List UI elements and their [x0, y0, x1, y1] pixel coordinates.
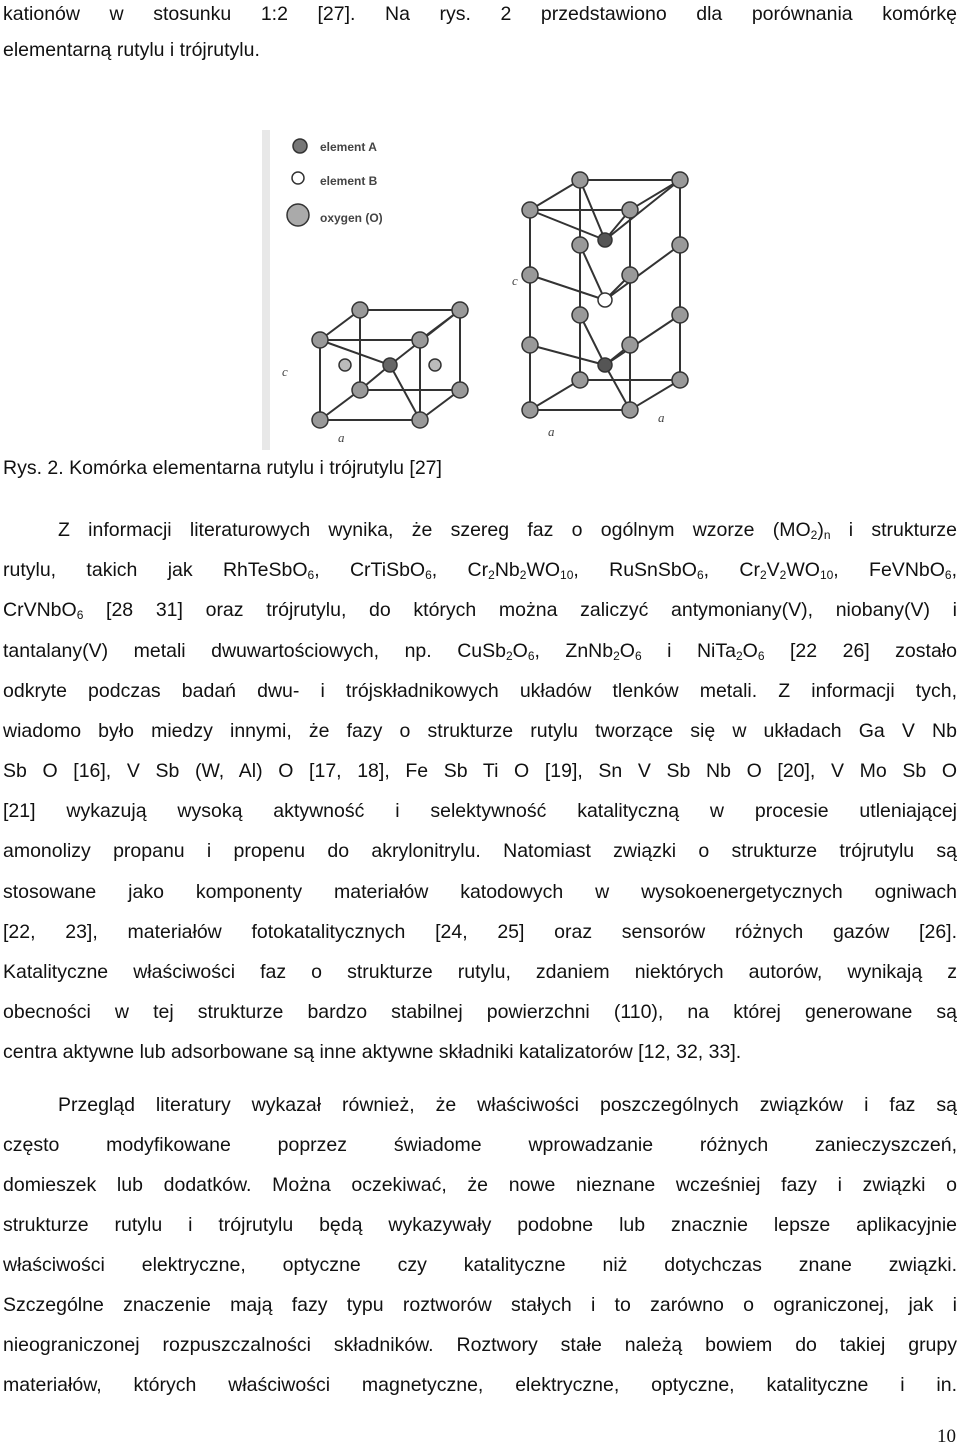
figure-caption: Rys. 2. Komórka elementarna rutylu i trójrutylu [27] — [3, 457, 442, 479]
rutile-axis-a: a — [338, 430, 345, 445]
text-line: Z informacji literaturowych wynika, że szereg faz o ogólnym wzorze $(MO_2)_n$ i strukturze — [58, 519, 957, 542]
formula-line: rutylu, takich jak RhTeSbO$_6$, CrTiSbO$_6$, $Cr_2Nb_2WO_{10}$, RuSnSbO$_6$, $Cr_2V_2WO_{10}$, FeVNbO$_6$, — [3, 559, 958, 582]
text-line: Sb O [16], V Sb (W, Al) O [17, 18], Fe Sb Ti O [19], Sn V Sb Nb O [20], V Mo Sb O — [3, 760, 957, 782]
text-line: często modyfikowane poprzez świadome wprowadzanie różnych zanieczyszczeń, — [3, 1134, 957, 1156]
text-line: właściwości elektryczne, optyczne czy katalityczne niż dotychczas znane związki. — [3, 1254, 957, 1276]
trirutile-axis-a: a — [548, 424, 555, 439]
text-line: Przegląd literatury wykazał również, że właściwości poszczególnych związków i faz są — [58, 1094, 957, 1116]
legend-oxygen: oxygen (O) — [320, 211, 383, 225]
text-line: centra aktywne lub adsorbowane są inne aktywne składniki katalizatorów [12, 32, 33]. — [3, 1041, 742, 1063]
text-line: elementarną rutylu i trójrutylu. — [3, 39, 260, 61]
text-line: odkryte podczas badań dwu- i trójskładnikowych układów tlenków metali. Z informacji tych, — [3, 680, 957, 702]
crystal-structure-figure — [250, 110, 960, 455]
text-line: Szczególne znaczenie mają fazy typu roztworów stałych i to zarówno o ograniczonej, jak i — [3, 1294, 957, 1316]
text-line: [21] wykazują wysoką aktywność i selektywność katalityczną w procesie utleniającej — [3, 800, 957, 822]
formula-line: CrVNbO$_6$ [28 31] oraz trójrutylu, do których można zaliczyć antymoniany(V), niobany(V) i — [3, 599, 957, 622]
text-line: kationów w stosunku 1:2 [27]. Na rys. 2 przedstawiono dla porównania komórkę — [3, 3, 957, 25]
text-line: obecności w tej strukturze bardzo stabilnej powierzchni (110), na której generowane są — [3, 1001, 957, 1023]
trirutile-axis-a2: a — [658, 410, 665, 425]
text-line: nieograniczonej rozpuszczalności składników. Roztwory stałe należą bowiem do takiej grupy — [3, 1334, 957, 1356]
trirutile-atoms — [522, 172, 688, 418]
scan-strip — [262, 130, 270, 450]
text-line: amonolizy propanu i propenu do akrylonitrylu. Natomiast związki o strukturze trójrutylu są — [3, 840, 957, 862]
element-b-marker — [292, 172, 304, 184]
text-line: wiadomo było miedzy innymi, że fazy o strukturze rutylu tworzące się w układach Ga V Nb — [3, 720, 957, 742]
oxygen-marker — [287, 204, 309, 226]
trirutile-axis-c: c — [512, 273, 518, 288]
unit-cell-diagrams — [250, 110, 960, 455]
text-line: [22, 23], materiałów fotokatalitycznych [24, 25] oraz sensorów różnych gazów [26]. — [3, 921, 957, 943]
figure-legend — [287, 139, 383, 226]
text-line: stosowane jako komponenty materiałów katodowych w wysokoenergetycznych ogniwach — [3, 881, 957, 903]
formula-line: tantalany(V) metali dwuwartościowych, np. $CuSb_2O_6$, $ZnNb_2O_6$ i $NiTa_2O_6$ [22 26] zostało — [3, 640, 957, 663]
text-line: Katalityczne właściwości faz o strukturze rutylu, zdaniem niektórych autorów, wynikają z — [3, 961, 957, 983]
text-line: strukturze rutylu i trójrutylu będą wykazywały podobne lub znacznie lepsze aplikacyjnie — [3, 1214, 957, 1236]
page-number: 10 — [937, 1426, 956, 1447]
text-line: domieszek lub dodatków. Można oczekiwać, że nowe nieznane wcześniej fazy i związki o — [3, 1174, 957, 1196]
rutile-axis-c: c — [282, 364, 288, 379]
legend-element-a: element A — [320, 140, 377, 154]
text-line: materiałów, których właściwości magnetyczne, elektryczne, optyczne, katalityczne i in. — [3, 1374, 957, 1396]
element-a-marker — [293, 139, 307, 153]
legend-element-b: element B — [320, 174, 378, 188]
